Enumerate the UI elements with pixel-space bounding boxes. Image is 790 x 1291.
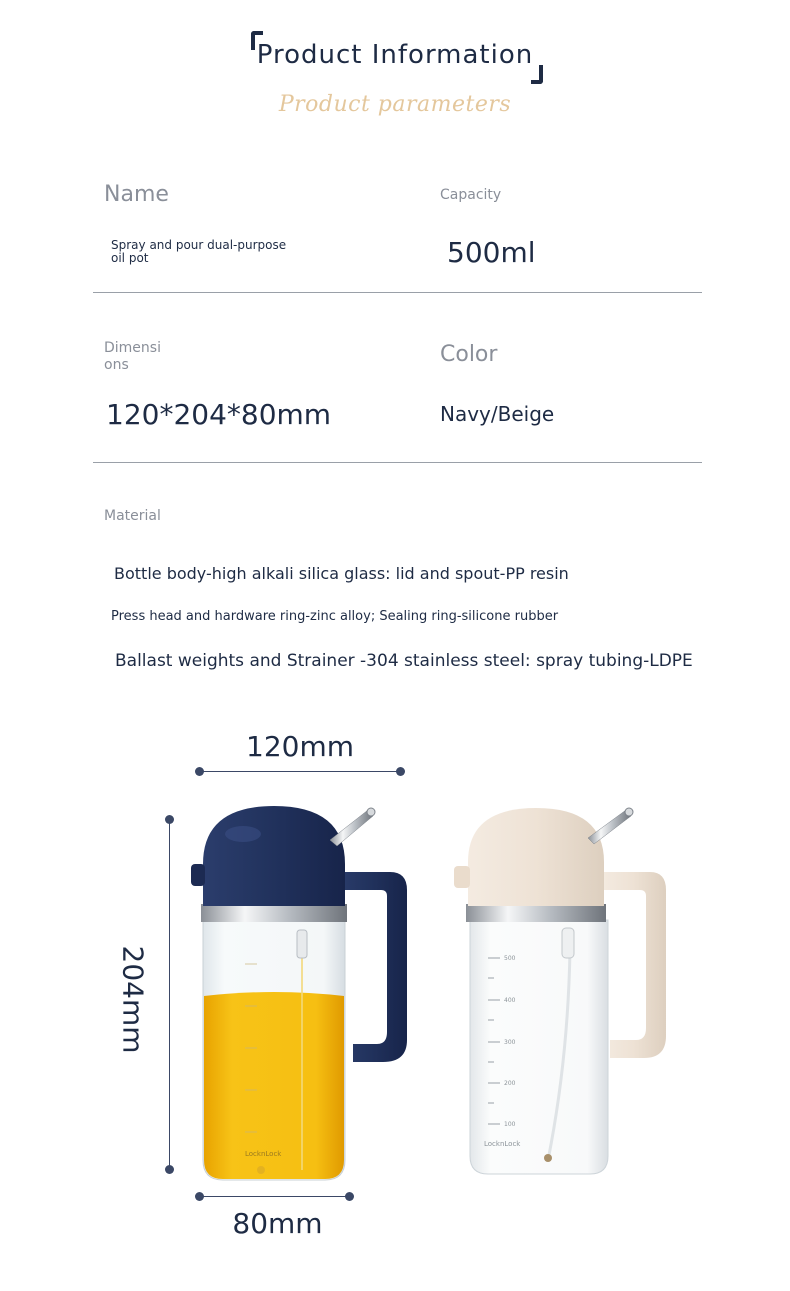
height-label: 204mm (116, 945, 150, 1054)
name-value (111, 239, 286, 265)
beige-scale-mark-500: 500 (504, 955, 516, 962)
beige-scale-mark-300: 300 (504, 1039, 516, 1046)
material-line-2: Press head and hardware ring-zinc alloy; Sealing ring-silicone rubber (111, 609, 559, 624)
color-value: Navy/Beige (440, 402, 555, 426)
height-line (169, 819, 170, 1169)
color-label: Color (440, 342, 498, 367)
page-subtitle: Product parameters (278, 92, 512, 117)
beige-scale-mark-400: 400 (504, 997, 516, 1004)
page-title: Product Information (256, 40, 534, 70)
name-value-line2: oil pot (111, 251, 149, 265)
material-line-1: Bottle body-high alkali silica glass: lid and spout-PP resin (114, 564, 569, 583)
width-line-start-dot (195, 767, 204, 776)
capacity-value: 500ml (447, 236, 536, 269)
bracket-close-icon (531, 65, 543, 84)
width-label: 120mm (246, 730, 354, 763)
capacity-label: Capacity (440, 187, 502, 203)
depth-line-end-dot (345, 1192, 354, 1201)
width-line-end-dot (396, 767, 405, 776)
dimensions-label-line1: Dimensi (104, 340, 161, 356)
beige-scale-mark-200: 200 (504, 1080, 516, 1087)
width-line (200, 771, 400, 772)
name-value-line1: Spray and pour dual-purpose (111, 238, 287, 252)
height-line-end-dot (165, 1165, 174, 1174)
navy-bottle-brand-mark: LocknLock (245, 1150, 282, 1158)
beige-oil-bottle-image (450, 800, 680, 1190)
dimensions-label (104, 340, 161, 374)
depth-line-start-dot (195, 1192, 204, 1201)
beige-bottle-brand-mark: LocknLock (484, 1140, 521, 1148)
navy-oil-bottle-image (185, 800, 415, 1190)
dimensions-value: 120*204*80mm (106, 398, 332, 431)
height-line-start-dot (165, 815, 174, 824)
divider-2 (93, 462, 702, 463)
beige-scale-mark-100: 100 (504, 1121, 516, 1128)
name-label: Name (104, 182, 169, 207)
material-line-3: Ballast weights and Strainer -304 stainless steel: spray tubing-LDPE (115, 651, 693, 671)
dimensions-label-line2: ons (104, 357, 129, 373)
material-label: Material (104, 508, 161, 524)
divider-1 (93, 292, 702, 293)
depth-line (200, 1196, 350, 1197)
depth-label: 80mm (232, 1207, 323, 1240)
